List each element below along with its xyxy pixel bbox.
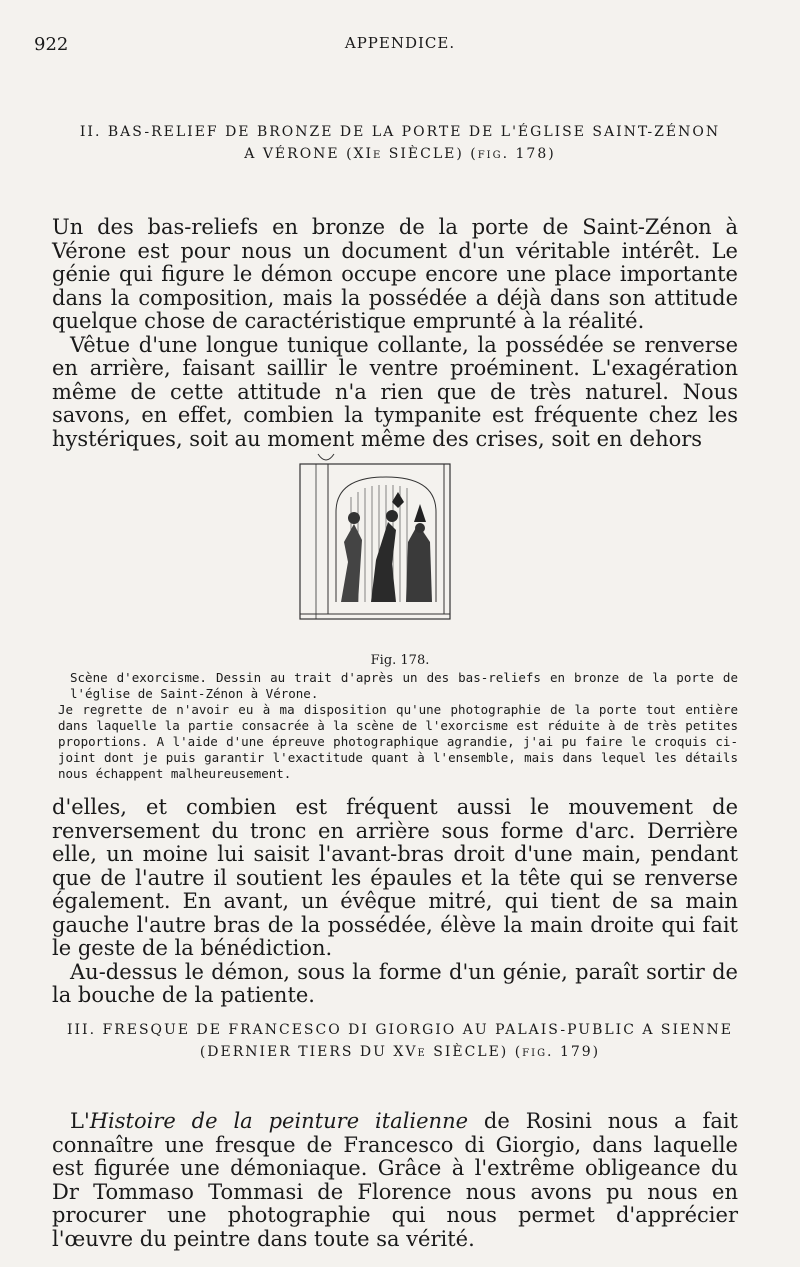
page-number: 922: [34, 34, 69, 55]
running-title: APPENDICE.: [344, 34, 456, 52]
section-heading-2-line2: A VÉRONE (XIe SIÈCLE) (fig. 178): [244, 146, 556, 162]
paragraph-prefix: L': [70, 1109, 90, 1133]
body-text-middle: [52, 796, 738, 1008]
figure-178-illustration: [296, 452, 456, 624]
paragraph-text: de Rosini nous a fait connaître une fresque de Francesco di Giorgio, dans laquelle est figurée une démoniaque. Grâce à l'extrême obligeance du Dr Tommaso Tommasi de Florence nous avons pu nous en procurer une photographie qui nous permet d'apprécier l'œuvre du peintre dans toute sa vérité.: [52, 1109, 738, 1251]
paragraph: d'elles, et combien est fréquent aussi le mouvement de renversement du tronc en arrière sous forme d'arc. Derrière elle, un moine lui saisit l'avant-bras droit d'une main, pendant que de l'autre il soutient les épaules et la tête qui se renverse également. En avant, un évêque mitré, qui tient de sa main gauche l'autre bras de la possédée, élève la main droite qui fait le geste de la bénédiction.: [52, 795, 738, 960]
paragraph: Un des bas-reliefs en bronze de la porte de Saint-Zénon à Vérone est pour nous un document d'un véritable intérêt. Le génie qui figure le démon occupe encore une place importante dans la composition, mais la possédée a déjà dans son attitude quelque chose de caractéristique emprunté à la réalité.: [52, 215, 738, 333]
book-title: Histoire de la peinture italienne: [89, 1109, 469, 1133]
paragraph: [52, 1110, 738, 1251]
section-heading-2-line1: II. BAS-RELIEF DE BRONZE DE LA PORTE DE L'ÉGLISE SAINT-ZÉNON: [79, 124, 721, 140]
section-heading-3-line1: III. FRESQUE DE FRANCESCO DI GIORGIO AU PALAIS-PUBLIC A SIENNE: [66, 1022, 733, 1038]
figure-caption-title: Scène d'exorcisme. Dessin au trait d'après un des bas-reliefs en bronze de la porte de l'église de Saint-Zénon à Vérone.: [70, 670, 738, 701]
body-text-bottom: [52, 1110, 738, 1251]
paragraph: Au-dessus le démon, sous la forme d'un génie, paraît sortir de la bouche de la patiente.: [52, 959, 738, 1007]
figure-label: Fig. 178.: [370, 653, 430, 668]
section-heading-3-line2: (DERNIER TIERS DU XVe SIÈCLE) (fig. 179): [199, 1044, 601, 1060]
figure-caption-note: Je regrette de n'avoir eu à ma disposition qu'une photographie de la porte tout entière dans laquelle la partie consacrée à la scène de l'exorcisme est réduite à de très petites proportions. A l'aide d'une épreuve photographique agrandie, j'ai pu faire le croquis ci-joint dont je puis garantir l'exactitude quant à l'ensemble, mais dans lequel les détails nous échappent malheureusement.: [58, 702, 738, 781]
paragraph: Vêtue d'une longue tunique collante, la possédée se renverse en arrière, faisant saillir le ventre proéminent. L'exagération même de cette attitude n'a rien que de très naturel. Nous savons, en effet, combien la tympanite est fréquente chez les hystériques, soit au moment même des crises, soit en dehors: [52, 332, 738, 451]
figure-caption: [58, 670, 738, 782]
body-text-top: [52, 216, 738, 451]
